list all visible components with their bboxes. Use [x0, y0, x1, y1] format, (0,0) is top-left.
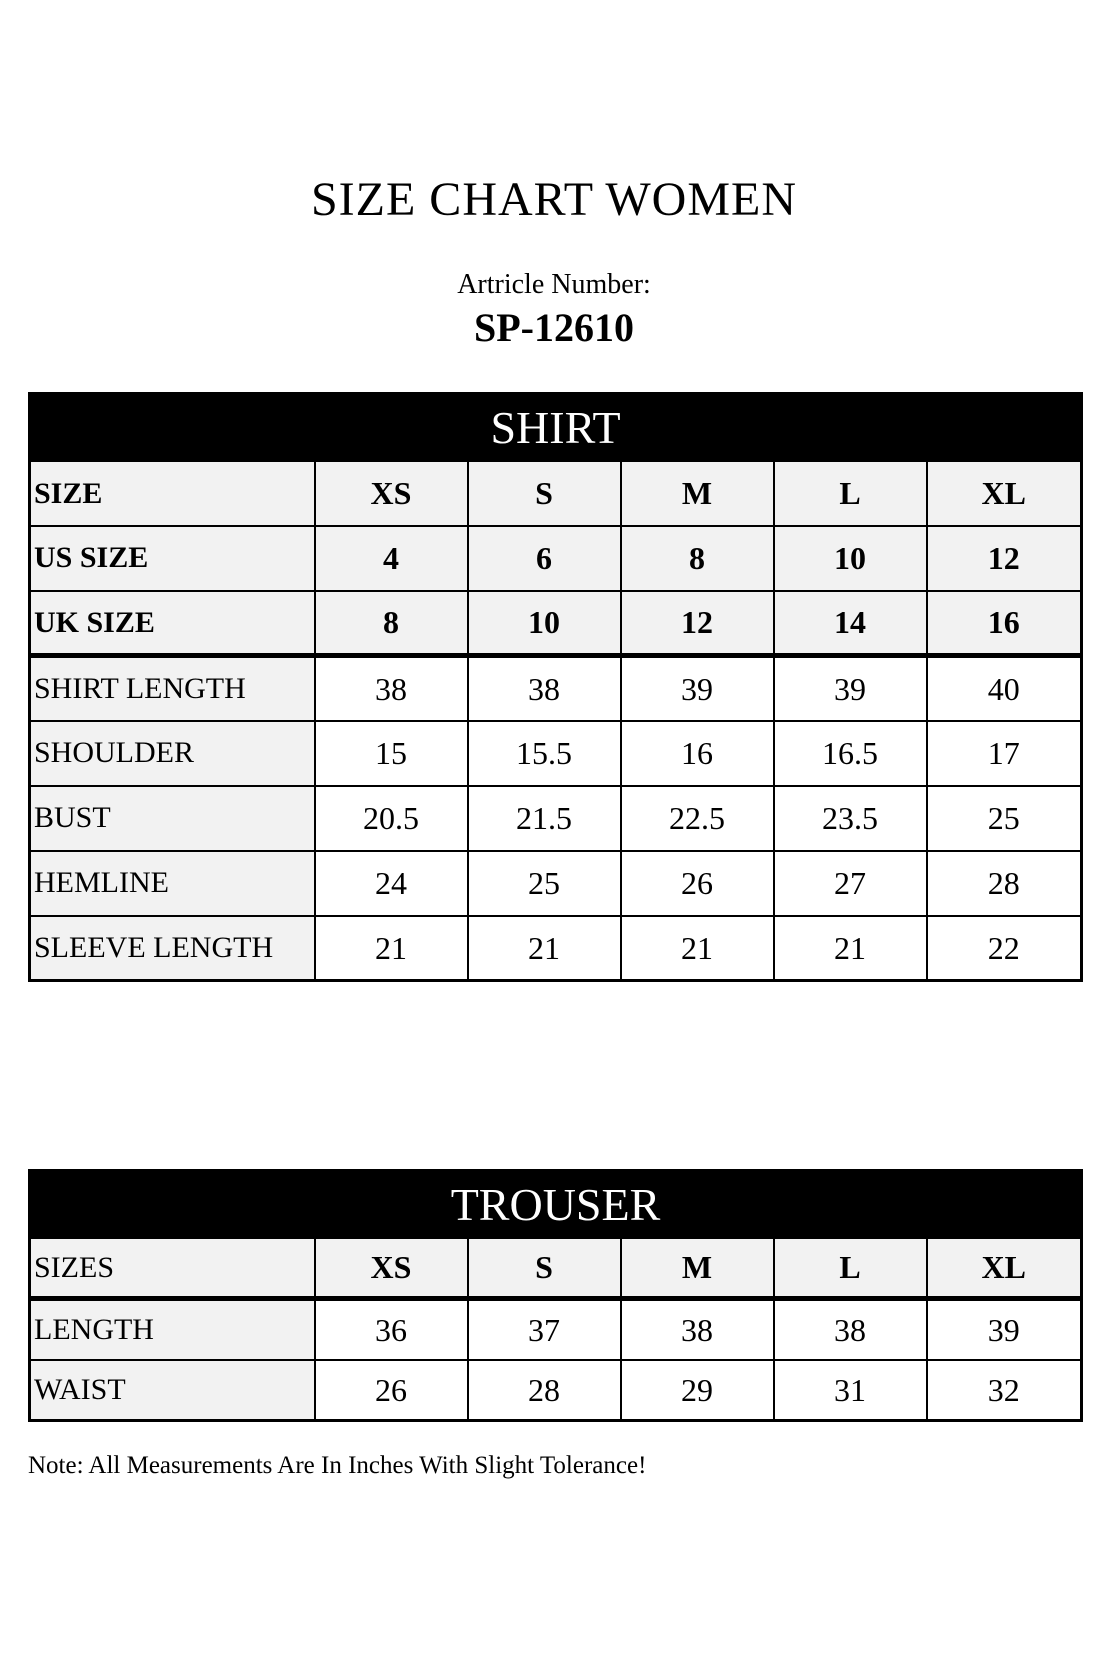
cell-value: 22	[927, 916, 1082, 981]
table-row-sizes	[30, 1238, 1082, 1299]
row-label: HEMLINE	[30, 851, 315, 916]
cell-value: 36	[315, 1299, 468, 1360]
cell-value: 38	[315, 656, 468, 721]
cell-value: 4	[315, 526, 468, 591]
shirt-table-title: SHIRT	[30, 394, 1082, 461]
cell-value: 38	[468, 656, 621, 721]
cell-value: 16.5	[774, 721, 927, 786]
cell-value: 15.5	[468, 721, 621, 786]
article-number-value: SP-12610	[474, 305, 634, 351]
cell-value: 20.5	[315, 786, 468, 851]
cell-value: S	[468, 1238, 621, 1299]
note-text: Note: All Measurements Are In Inches With Slight Tolerance!	[28, 1452, 647, 1480]
cell-value: 21	[468, 916, 621, 981]
table-row-us-size	[30, 526, 1082, 591]
cell-value: 38	[774, 1299, 927, 1360]
table-row-bust	[30, 786, 1082, 851]
cell-value: 37	[468, 1299, 621, 1360]
cell-value: XL	[927, 1238, 1082, 1299]
cell-value: 10	[774, 526, 927, 591]
cell-value: 39	[621, 656, 774, 721]
page-title: SIZE CHART WOMEN	[310, 173, 797, 226]
cell-value: 26	[315, 1360, 468, 1421]
cell-value: 29	[621, 1360, 774, 1421]
row-label: SHOULDER	[30, 721, 315, 786]
cell-value: 6	[468, 526, 621, 591]
cell-value: 8	[621, 526, 774, 591]
cell-value: 17	[927, 721, 1082, 786]
row-label: SIZES	[30, 1238, 315, 1299]
cell-value: 12	[927, 526, 1082, 591]
cell-value: 26	[621, 851, 774, 916]
cell-value: 12	[621, 591, 774, 656]
cell-value: L	[774, 461, 927, 526]
table-row-uk-size	[30, 591, 1082, 656]
article-number-label: Artricle Number:	[457, 268, 651, 300]
cell-value: 25	[468, 851, 621, 916]
table-row-sleeve-length	[30, 916, 1082, 981]
cell-value: 21	[774, 916, 927, 981]
cell-value: 23.5	[774, 786, 927, 851]
trouser-table-header-band	[30, 1171, 1082, 1238]
cell-value: 39	[927, 1299, 1082, 1360]
table-row-shirt-length	[30, 656, 1082, 721]
trouser-table-title: TROUSER	[30, 1171, 1082, 1238]
row-label: LENGTH	[30, 1299, 315, 1360]
row-label: US SIZE	[30, 526, 315, 591]
cell-value: 15	[315, 721, 468, 786]
table-row-shoulder	[30, 721, 1082, 786]
cell-value: XS	[315, 1238, 468, 1299]
cell-value: 21	[621, 916, 774, 981]
row-label: SIZE	[30, 461, 315, 526]
cell-value: 40	[927, 656, 1082, 721]
cell-value: XS	[315, 461, 468, 526]
cell-value: 31	[774, 1360, 927, 1421]
cell-value: 28	[927, 851, 1082, 916]
cell-value: 21	[315, 916, 468, 981]
cell-value: 21.5	[468, 786, 621, 851]
cell-value: 16	[621, 721, 774, 786]
cell-value: L	[774, 1238, 927, 1299]
cell-value: 16	[927, 591, 1082, 656]
cell-value: 38	[621, 1299, 774, 1360]
row-label: SHIRT LENGTH	[30, 656, 315, 721]
row-label: SLEEVE LENGTH	[30, 916, 315, 981]
cell-value: M	[621, 1238, 774, 1299]
cell-value: 39	[774, 656, 927, 721]
shirt-table-header-band	[30, 394, 1082, 461]
cell-value: 25	[927, 786, 1082, 851]
cell-value: XL	[927, 461, 1082, 526]
size-chart-sheet	[28, 0, 1080, 1483]
shirt-size-table	[28, 392, 1083, 982]
cell-value: S	[468, 461, 621, 526]
cell-value: 24	[315, 851, 468, 916]
cell-value: 8	[315, 591, 468, 656]
cell-value: 32	[927, 1360, 1082, 1421]
row-label: WAIST	[30, 1360, 315, 1421]
cell-value: M	[621, 461, 774, 526]
cell-value: 14	[774, 591, 927, 656]
row-label: UK SIZE	[30, 591, 315, 656]
table-row-waist	[30, 1360, 1082, 1421]
cell-value: 28	[468, 1360, 621, 1421]
cell-value: 10	[468, 591, 621, 656]
table-row-length	[30, 1299, 1082, 1360]
cell-value: 22.5	[621, 786, 774, 851]
cell-value: 27	[774, 851, 927, 916]
table-row-size	[30, 461, 1082, 526]
table-row-hemline	[30, 851, 1082, 916]
row-label: BUST	[30, 786, 315, 851]
trouser-size-table	[28, 1169, 1083, 1422]
